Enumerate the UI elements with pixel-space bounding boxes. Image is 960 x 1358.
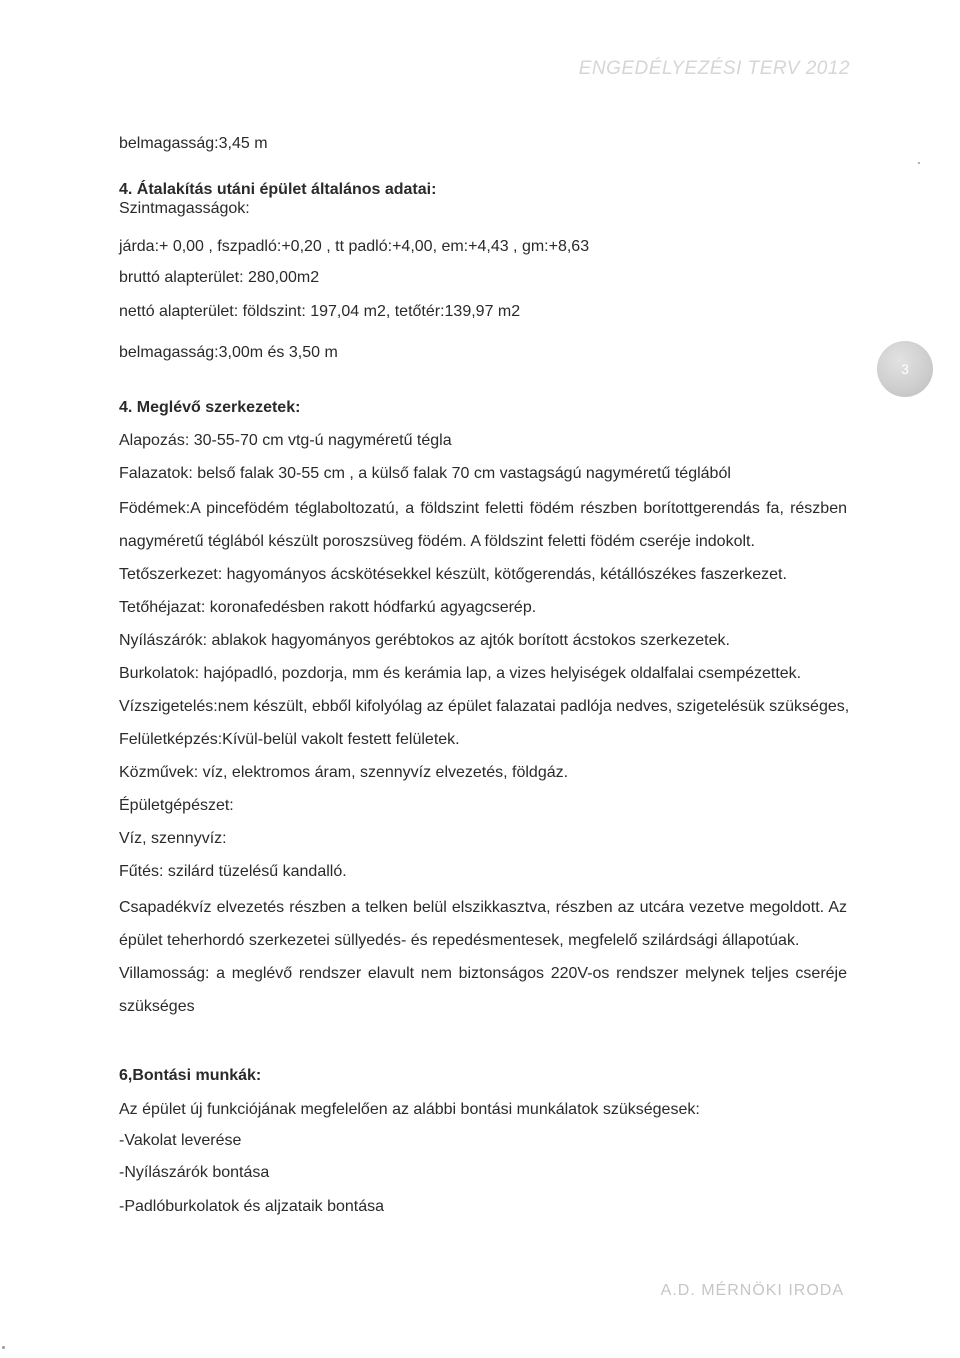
coverings-text: Burkolatok: hajópadló, pozdorja, mm és kerámia lap, a vizes helyiségek oldalfalai csempézettek. xyxy=(119,665,802,682)
demolition-item: -Nyílászárók bontása xyxy=(119,1164,270,1181)
scan-speck xyxy=(918,162,920,164)
waterproofing-text: Vízszigetelés:nem készült, ebből kifolyólag az épület falazatai padlója nedves, szigetelésük szükséges, xyxy=(119,698,850,715)
doors-windows-text: Nyílászárók: ablakok hagyományos gerébtokos az ajtók borított ácstokos szerkezetek. xyxy=(119,632,730,649)
roofing-text: Tetőhéjazat: koronafedésben rakott hódfarkú agyagcserép. xyxy=(119,599,537,616)
building-services-label: Épületgépészet: xyxy=(119,797,234,814)
section-heading-demolition: 6,Bontási munkák: xyxy=(119,1067,262,1084)
rainwater-text-line-2: épület teherhordó szerkezetei süllyedés- és repedésmentesek, megfelelő szilárdsági állapotúak. xyxy=(119,932,800,949)
header-watermark: ENGEDÉLYEZÉSI TERV 2012 xyxy=(578,58,850,79)
utilities-text: Közművek: víz, elektromos áram, szennyvíz elvezetés, földgáz. xyxy=(119,764,569,781)
floors-text-line-1: Födémek:A pincefödém téglaboltozatú, a földszint feletti födém részben borítottgerendás fa, részben xyxy=(119,500,847,517)
foundation-text: Alapozás: 30-55-70 cm vtg-ú nagyméretű tégla xyxy=(119,432,452,449)
section-heading-post-conversion: 4. Átalakítás utáni épület általános adatai: xyxy=(119,181,437,198)
floors-text-line-2: nagyméretű téglából készült poroszsüveg födém. A földszint feletti födém cseréje indokolt. xyxy=(119,533,755,550)
scan-speck xyxy=(2,1346,5,1349)
rainwater-text-line-1: Csapadékvíz elvezetés részben a telken belül elszikkasztva, részben az utcára vezetve megoldott. Az xyxy=(119,899,847,916)
net-area: nettó alapterület: földszint: 197,04 m2, tetőtér:139,97 m2 xyxy=(119,303,521,320)
roof-structure-text: Tetőszerkezet: hagyományos ácskötésekkel készült, kötőgerendás, kétállószékes faszerkezet. xyxy=(119,566,787,583)
water-sewage-label: Víz, szennyvíz: xyxy=(119,830,227,847)
heating-text: Fűtés: szilárd tüzelésű kandalló. xyxy=(119,863,347,880)
ceiling-height-new: belmagasság:3,00m és 3,50 m xyxy=(119,344,338,361)
electricity-text-line-1: Villamosság: a meglévő rendszer elavult nem biztonságos 220V-os rendszer melynek teljes cseréje xyxy=(119,965,847,982)
surface-finish-text: Felületképzés:Kívül-belül vakolt festett felületek. xyxy=(119,731,460,748)
demolition-item: -Vakolat leverése xyxy=(119,1132,242,1149)
page-number-badge: 3 xyxy=(877,341,933,397)
ceiling-height-old: belmagasság:3,45 m xyxy=(119,135,268,152)
walls-text: Falazatok: belső falak 30-55 cm , a külső falak 70 cm vastagságú nagyméretű téglából xyxy=(119,465,731,482)
level-heights-values: járda:+ 0,00 , fszpadló:+0,20 , tt padló:+4,00, em:+4,43 , gm:+8,63 xyxy=(119,238,590,255)
electricity-text-line-2: szükséges xyxy=(119,998,195,1015)
gross-area: bruttó alapterület: 280,00m2 xyxy=(119,269,320,286)
demolition-item: -Padlóburkolatok és aljzataik bontása xyxy=(119,1198,385,1215)
level-heights-label: Szintmagasságok: xyxy=(119,200,250,217)
demolition-intro: Az épület új funkciójának megfelelően az alábbi bontási munkálatok szükségesek: xyxy=(119,1101,700,1118)
section-heading-existing-structures: 4. Meglévő szerkezetek: xyxy=(119,399,301,416)
footer-office-mark: A.D. MÉRNÖKI IRODA xyxy=(660,1282,844,1299)
